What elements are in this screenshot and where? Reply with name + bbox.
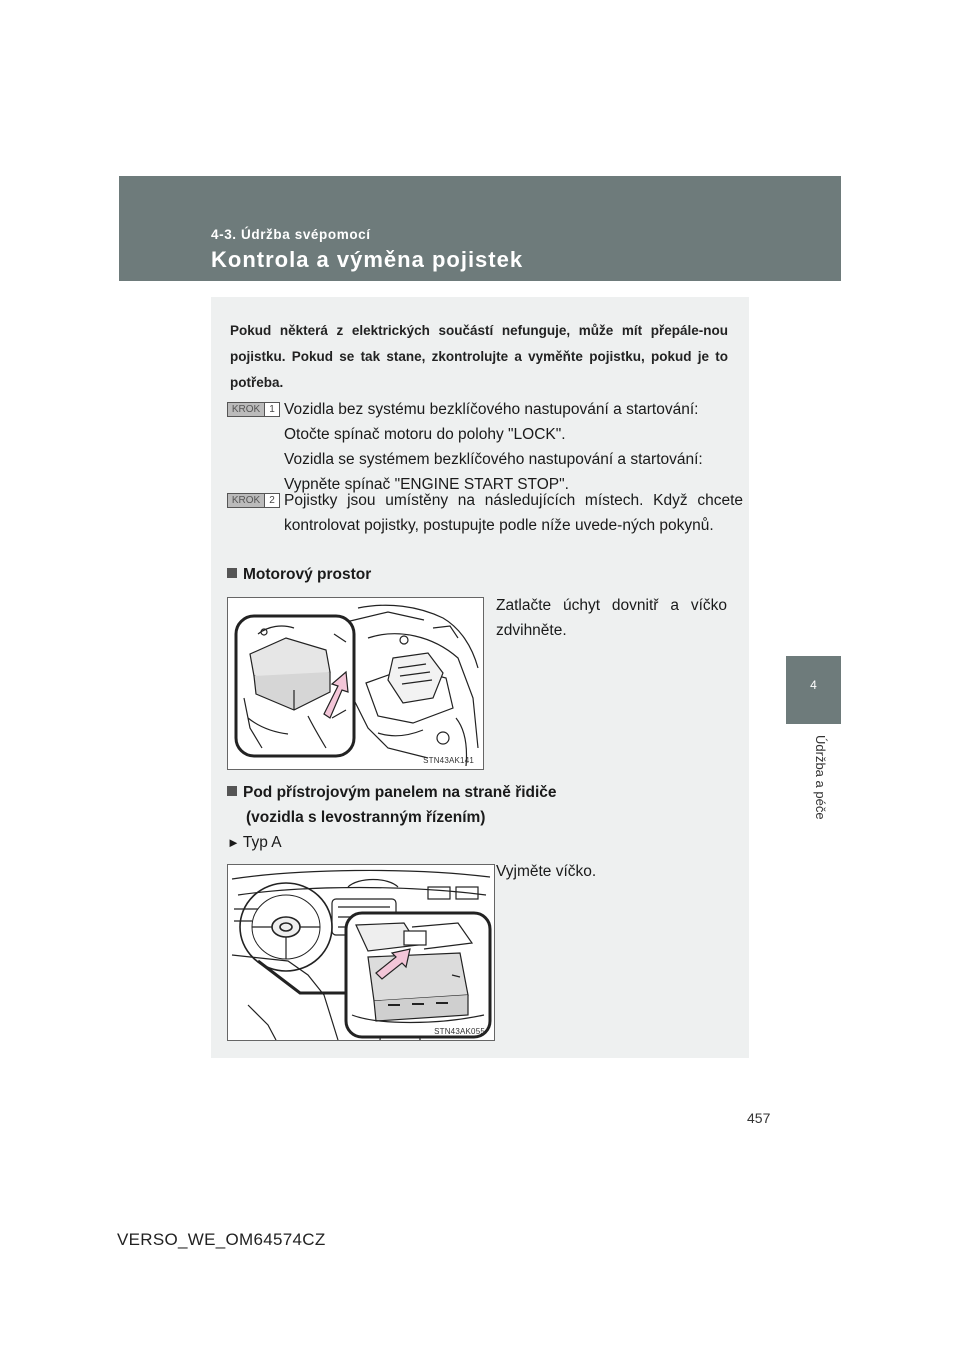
- step-2-badge: [227, 493, 280, 508]
- dashboard-illustration: [228, 865, 494, 1040]
- step-1-badge: [227, 402, 280, 417]
- step-1-line: Otočte spínač motoru do polohy "LOCK".: [284, 426, 566, 443]
- chapter-header: [119, 176, 841, 281]
- step-1-line: Vypněte spínač "ENGINE START STOP".: [284, 476, 569, 493]
- step-2-badge-number: 2: [264, 494, 279, 507]
- section-heading-dashboard-line1: Pod přístrojovým panelem na straně řidiče: [243, 784, 557, 801]
- chapter-tab-number: 4: [810, 678, 817, 692]
- square-bullet-icon: [227, 568, 237, 578]
- engine-compartment-illustration: [228, 598, 483, 769]
- section-heading-dashboard-line2: (vozidla s levostranným řízením): [246, 809, 486, 826]
- document-code: VERSO_WE_OM64574CZ: [117, 1230, 326, 1249]
- intro-text: Pokud některá z elektrických součástí nefunguje, může mít přepále-nou pojistku. Pokud se tak stane, zkontrolujte a vyměňte pojistku, pokud je to potřeba.: [230, 323, 728, 390]
- square-bullet-icon: [227, 786, 237, 796]
- figure-code: STN43AK141: [423, 756, 474, 765]
- engine-figure-caption: Zatlačte úchyt dovnitř a víčko zdvihněte.: [496, 597, 727, 639]
- figure-code: STN43AK055: [434, 1027, 485, 1036]
- type-label: [227, 830, 282, 855]
- page-number: 457: [747, 1110, 771, 1126]
- chapter-tab: [786, 656, 841, 724]
- triangle-pointer-icon: ►: [227, 835, 240, 850]
- step-2-badge-label: KROK: [228, 494, 264, 507]
- step-1-line: Vozidla bez systému bezklíčového nastupování a startování:: [284, 401, 699, 418]
- page-title: Kontrola a výměna pojistek: [211, 247, 524, 272]
- step-1-badge-label: KROK: [228, 403, 264, 416]
- section-heading-engine-text: Motorový prostor: [243, 566, 372, 583]
- step-1-line: Vozidla se systémem bezklíčového nastupování a startování:: [284, 451, 703, 468]
- type-label-text: Typ A: [242, 834, 282, 851]
- engine-compartment-figure: [227, 597, 484, 770]
- dashboard-figure: [227, 864, 495, 1041]
- step-1-body: [284, 397, 743, 497]
- section-heading-engine: [227, 562, 371, 587]
- step-2-body: Pojistky jsou umístěny na následujících místech. Když chcete kontrolovat pojistky, postupujte podle níže uvede-ných pokynů.: [284, 492, 743, 534]
- content-panel: [211, 297, 749, 1058]
- section-heading-dashboard: [227, 780, 557, 830]
- dashboard-figure-caption: Vyjměte víčko.: [496, 863, 597, 880]
- chapter-tab-caption: Údržba a péče: [813, 735, 828, 820]
- step-1-badge-number: 1: [264, 403, 279, 416]
- section-label: 4-3. Údržba svépomocí: [211, 227, 371, 242]
